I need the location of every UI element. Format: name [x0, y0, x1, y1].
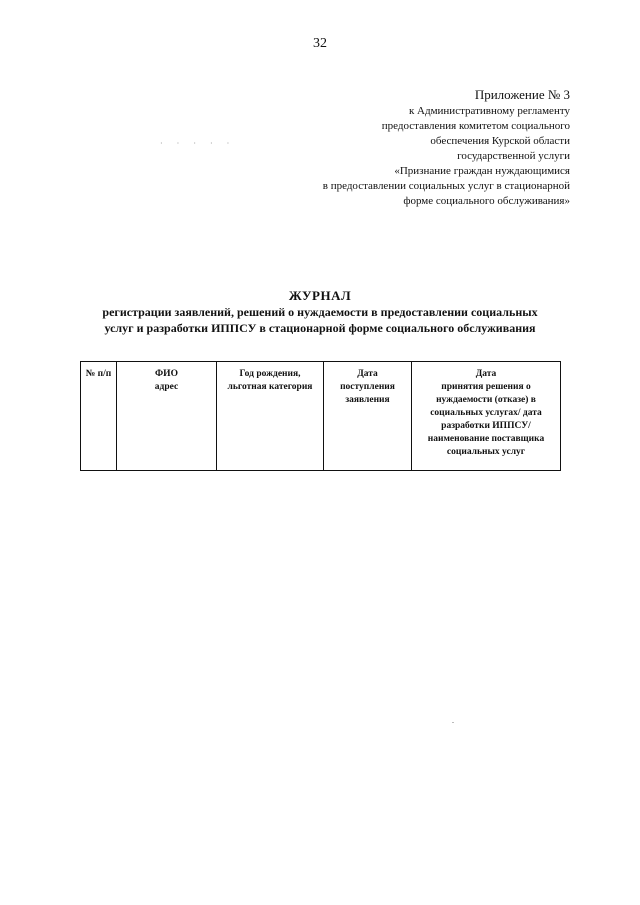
header-line: поступления [340, 382, 395, 392]
header-line: Дата [357, 369, 378, 379]
column-header-birth-year-category [217, 362, 324, 471]
column-header-application-date [324, 362, 412, 471]
scan-artifact-dots: · · · · · [160, 139, 236, 148]
appendix-block [270, 86, 570, 209]
header-line: льготная категория [227, 382, 313, 392]
header-line: нуждаемости (отказе) в [436, 395, 536, 405]
registration-journal-table [80, 361, 561, 471]
header-line: социальных услугах/ дата [430, 408, 542, 418]
appendix-line: форме социального обслуживания» [403, 195, 570, 207]
column-header-decision-date [412, 362, 561, 471]
header-line: наименование поставщика [427, 434, 545, 444]
appendix-line: государственной услуги [457, 150, 570, 162]
page-number: 32 [313, 36, 327, 51]
header-line: принятия решения о [441, 382, 531, 392]
appendix-line: к Административному регламенту [408, 105, 570, 117]
appendix-line: «Признание граждан нуждающимися [394, 165, 570, 177]
header-line: ФИО [155, 369, 178, 379]
table-header-row [81, 362, 561, 471]
appendix-line: обеспечения Курской области [430, 135, 570, 147]
journal-subtitle-line: регистрации заявлений, решений о нуждаемости в предоставлении социальных [102, 305, 538, 319]
header-line: заявления [345, 395, 390, 405]
column-header-number [81, 362, 117, 471]
header-line: Год рождения, [239, 369, 301, 379]
journal-subtitle-line: услуг и разработки ИППСУ в стационарной форме социального обслуживания [104, 321, 536, 335]
column-header-name-address [117, 362, 217, 471]
header-line: адрес [154, 382, 179, 392]
appendix-line: в предоставлении социальных услуг в стационарной [322, 180, 570, 192]
header-line: разработки ИППСУ/ [441, 421, 531, 431]
journal-title: ЖУРНАЛ [288, 288, 352, 303]
journal-subtitle [60, 304, 580, 336]
header-line: социальных услуг [446, 447, 526, 457]
appendix-line: предоставления комитетом социального [381, 120, 570, 132]
scan-speck [452, 722, 454, 723]
header-line: Дата [475, 369, 497, 379]
appendix-title: Приложение № 3 [474, 87, 570, 102]
header-line: № п/п [85, 369, 112, 379]
